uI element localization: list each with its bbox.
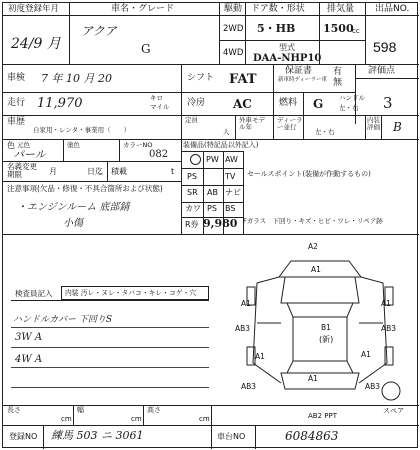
color-label: 色 <box>7 141 15 150</box>
dmg-ab3-rear-left: AB3 <box>241 382 257 391</box>
width-unit: cm <box>131 415 142 423</box>
equip-sr: SR <box>187 188 198 197</box>
car-name: アクア <box>81 24 117 38</box>
warranty-sub: 新車時ディーラー車 <box>278 77 328 83</box>
inspection-label: 車検 <box>7 73 26 83</box>
month-label: 月 <box>49 167 57 176</box>
equip-tv: TV <box>225 172 236 181</box>
displacement-unit: cc <box>352 27 360 35</box>
reg-no-label: 登録NO <box>9 432 38 441</box>
history-sub: 自家用・レンタ・事業用（ ） <box>33 126 131 134</box>
first-reg-value: 24/9 月 <box>11 36 61 52</box>
dmg-a1-bottom: A1 <box>308 374 318 383</box>
equip-navi: ナビ <box>225 188 241 197</box>
equipment-title: 装備品(特記品以外記入) <box>183 141 259 149</box>
dmg-ab3-right: AB3 <box>381 324 397 333</box>
mileage-label: 走行 <box>7 98 26 108</box>
recycle-label: R券 <box>185 220 199 229</box>
interior-label: 内装評価 <box>367 116 380 131</box>
dmg-ab3-rear-right: AB3 <box>365 382 381 391</box>
dmg-a1-right: A1 <box>381 299 391 308</box>
aircon-label: 冷房 <box>187 98 206 108</box>
chassis-value: 6084863 <box>285 429 339 443</box>
dmg-b1: B1 <box>321 323 331 332</box>
handle-options: 左・右 <box>339 104 359 112</box>
model-label: 型式 <box>279 43 295 52</box>
reg-no-value: 練馬 503 ニ 3061 <box>51 429 144 442</box>
history-handle-options: 左・右 <box>315 128 335 136</box>
rating-label: 評価点 <box>368 66 396 76</box>
interior-value: B <box>393 120 402 134</box>
inspector-line2: 3W A <box>15 332 43 343</box>
inspection-value: 7 年 10 月 20 <box>41 72 112 85</box>
glass-footer: Fガラス 下回り・キズ・ヒビ・ワレ・リペア跡 <box>243 217 383 225</box>
mileage-unit-mile: マイル <box>150 103 170 111</box>
color-value: パール <box>13 148 46 161</box>
equip-ab: AB <box>207 188 218 197</box>
drive-4wd: 4WD <box>223 48 244 58</box>
length-unit: cm <box>61 415 72 423</box>
capacity-unit: 人 <box>223 128 230 136</box>
notes-line1: ・エンジンルーム 底部錆 <box>17 202 130 213</box>
sales-point-title: セールスポイント(装備が作動するもの) <box>247 170 371 178</box>
equip-aw: AW <box>225 155 238 164</box>
doors-value: 5・HB <box>257 22 296 35</box>
chassis-label: 車台NO <box>217 432 246 441</box>
displacement-value: 1500 <box>323 22 354 35</box>
color-no-value: 082 <box>149 149 169 160</box>
inspector-line1: ハンドルカバー 下回りS <box>13 315 113 325</box>
dmg-a2-top: A2 <box>308 242 318 251</box>
model-value: DAA-NHP10 <box>253 53 322 64</box>
dmg-spare: スペア <box>383 407 404 415</box>
warranty-no: 無 <box>333 78 343 88</box>
load-unit: t <box>171 167 175 176</box>
history-label: 車歴 <box>7 117 26 127</box>
height-unit: cm <box>199 415 210 423</box>
mileage-value: 11,970 <box>37 96 83 111</box>
equip-pw: PW <box>206 155 219 164</box>
grade: G <box>141 42 151 56</box>
foreign-model-label: 外車モデル年 <box>239 116 265 131</box>
inspector-title: 検査員記入 <box>15 289 53 298</box>
dmg-a1-rear-left: A1 <box>255 352 265 361</box>
title-change-label: 名義変更期限 <box>7 162 37 179</box>
dealer-label: ディーラー並行 <box>277 116 303 131</box>
equip-ps: PS <box>187 172 197 181</box>
length-label: 長さ <box>7 406 21 414</box>
listing-no-label: 出品NO. <box>375 4 410 14</box>
dmg-a1-front: A1 <box>311 265 321 274</box>
shift-value: FAT <box>229 72 257 87</box>
width-label: 幅 <box>77 406 84 414</box>
drive-label: 駆動 <box>224 4 243 14</box>
equip-ps2: PS <box>207 204 217 213</box>
rating-value: 3 <box>383 94 393 112</box>
color-no-label: カラーNO <box>123 141 153 149</box>
mileage-unit-km: キロ <box>150 94 163 102</box>
equip-leather: カワ <box>185 204 201 213</box>
fuel-value: G <box>313 97 324 111</box>
repaint-label: 塗色 <box>67 141 80 149</box>
inspector-line3: 4W A <box>15 354 43 365</box>
dmg-a1-left: A1 <box>241 299 251 308</box>
equip-mark-1 <box>190 154 201 165</box>
load-label: 積載 <box>111 167 127 176</box>
dmg-ab2-bottom: AB2 PPT <box>308 412 337 420</box>
warranty-yes: 有 <box>333 67 343 77</box>
first-reg-label: 初度登録年月 <box>8 4 60 14</box>
name-grade-label: 車名・グレード <box>111 4 175 14</box>
aircon-value: AC <box>233 97 252 111</box>
handle-label: ハンドル <box>339 94 365 102</box>
displacement-label: 排気量 <box>327 4 355 14</box>
capacity-label: 定員 <box>185 116 198 124</box>
warranty-label: 保証書 <box>285 66 313 76</box>
notes-title: 注意事項(欠品・修復・不具合箇所および状態) <box>7 184 163 193</box>
listing-no: 598 <box>373 39 397 55</box>
dmg-ab3-left: AB3 <box>235 324 251 333</box>
fuel-label: 燃料 <box>279 98 298 108</box>
doors-label: ドア数・形状 <box>251 4 305 14</box>
inspector-options: 内装 汚レ・ヌレ・タバコ・キレ・コゲ・穴 <box>65 289 197 297</box>
drive-2wd: 2WD <box>223 24 244 34</box>
auction-sheet <box>2 2 418 448</box>
height-label: 高さ <box>147 406 161 414</box>
shift-label: シフト <box>187 73 215 83</box>
dmg-new: (新) <box>319 335 334 344</box>
day-label: 日迄 <box>87 167 103 176</box>
recycle-value: 9,980 <box>203 217 238 230</box>
color-sub: 元色 <box>17 141 30 149</box>
equip-bs: BS <box>225 204 236 213</box>
dmg-a1-rear-right: A1 <box>361 350 371 359</box>
notes-line2: 小傷 <box>63 218 83 229</box>
